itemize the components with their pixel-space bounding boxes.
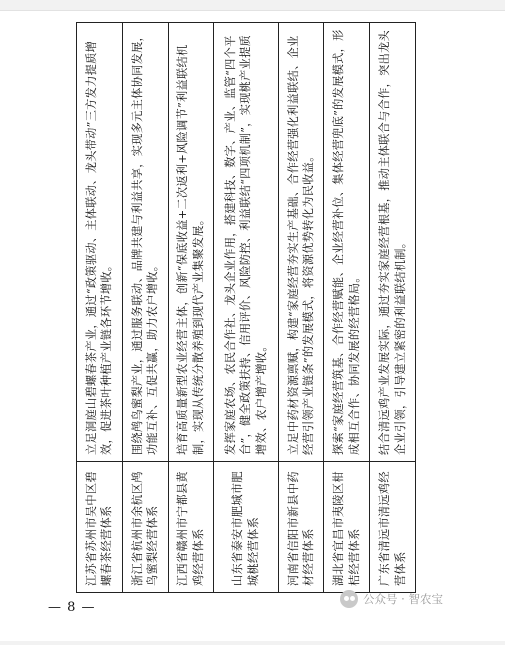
system-name-cell: 浙江省杭州市余杭区鸬鸟蜜梨经营体系 — [122, 462, 168, 593]
system-name-cell: 山东省泰安市肥城市肥城桃经营体系 — [214, 462, 278, 593]
table-row — [214, 23, 278, 593]
wechat-icon — [340, 590, 358, 608]
system-desc-cell: 立足中药材资源禀赋，构建“家庭经营夯实生产基础、合作经营强化利益联结、企业经营引领产业链条”的发展模式，将资源优势转化为民收益。 — [278, 23, 324, 462]
rotated-table-area — [76, 22, 416, 593]
table-row — [324, 23, 370, 593]
table-row — [77, 23, 123, 593]
pilot-systems-table — [76, 22, 416, 593]
system-desc-cell: 培育高质量新型农业经营主体，创新“保底收益+二次返利+风险调节”利益联结机制，实现从传统分散养殖到现代产业集聚发展。 — [168, 23, 214, 462]
table-row — [278, 23, 324, 593]
rotated-table-inner — [76, 22, 416, 593]
watermark-text: 公众号 · 智农宝 — [363, 592, 443, 606]
system-desc-cell: 结合清远鸡产业发展实际，通过夯实家庭经营根基，推动主体联合与合作，突出龙头企业引领，引导建立紧密的利益联结机制。 — [370, 23, 416, 462]
system-desc-cell: 围绕鸬鸟蜜梨产业，通过服务联动、品牌共建与利益共享，实现多元主体协同发展，功能互补、互促共赢，助力农户增收。 — [122, 23, 168, 462]
page-top-edge — [0, 0, 505, 11]
system-name-cell: 湖北省宜昌市夷陵区柑桔经营体系 — [324, 462, 370, 593]
system-name-cell: 江西省赣州市宁都县黄鸡经营体系 — [168, 462, 214, 593]
system-desc-cell: 探索“家庭经营筑基、合作经营赋能、企业经营补位、集体经营兜底”的发展模式，形成相互合作、协同发展的经营格局。 — [324, 23, 370, 462]
wechat-watermark — [340, 590, 443, 608]
system-name-cell: 河南省信阳市新县中药材经营体系 — [278, 462, 324, 593]
page-bottom-edge — [0, 641, 505, 645]
system-name-cell: 江苏省苏州市吴中区碧螺春茶经营体系 — [77, 462, 123, 593]
page-number: — 8 — — [48, 600, 96, 615]
table-row — [122, 23, 168, 593]
table-row — [168, 23, 214, 593]
table-row — [370, 23, 416, 593]
system-name-cell: 广东省清远市清远鸡经营体系 — [370, 462, 416, 593]
system-desc-cell: 发挥家庭农场、农民合作社、龙头企业作用，搭建科技、数字、产业、监管“四个平台”，健全政策扶持、信用评价、风险防控、利益联结“四项机制”，实现桃产业提质增效、农户增产增收。 — [214, 23, 278, 462]
system-desc-cell: 立足洞庭山碧螺春茶产业，通过“政策驱动、主体联动、龙头带动”三方发力提质增效，促进茶叶种植产业链各环节增收。 — [77, 23, 123, 462]
